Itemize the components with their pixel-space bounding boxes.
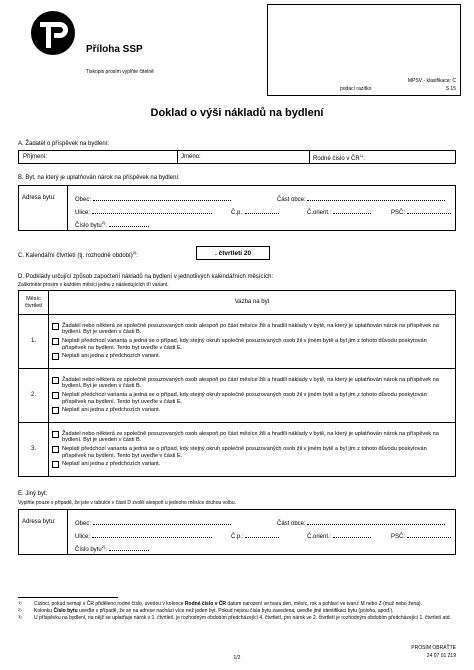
footnotes — [18, 601, 456, 621]
section-e-instruction: Vyplňte pouze v případě, že jste v tabulce v části D zvolili alespoň u jednoho měsíce druhou volbu. — [18, 500, 236, 506]
section-a-heading: A. Žadatel o příspěvek na bydlení: — [18, 141, 110, 147]
psc-label: PSČ: — [391, 210, 406, 216]
options-cell — [49, 369, 456, 423]
psc-field[interactable] — [391, 532, 451, 541]
address-label: Adresa bytu: — [22, 195, 56, 201]
footnote-bold: Číslo bytu — [53, 608, 78, 614]
option-label: Neplatí ani jedna z předchozích variant. — [62, 461, 161, 468]
option-row[interactable] — [52, 461, 452, 468]
name-label: Jméno: — [181, 154, 201, 160]
cp-label: Č.p.: — [231, 534, 244, 540]
month-column-header: Měsíc čtvrtletí — [19, 291, 49, 315]
ulice-field[interactable] — [75, 532, 212, 541]
option-checkbox[interactable] — [52, 407, 59, 414]
section-e-box — [18, 509, 456, 555]
obec-field[interactable] — [75, 519, 231, 528]
name-field[interactable] — [181, 154, 201, 161]
option-label: Neplatí předchozí varianta a jedná se o případ, kdy stejný okruh společně posuzovaných osob žil v jiném bytě a byl jim z tohoto důvodu poskytován příspěvek na bydlení. Tento byt uveďte v části E. — [62, 446, 427, 459]
psc-field[interactable] — [391, 208, 451, 217]
option-checkbox[interactable] — [52, 392, 59, 399]
colon: : — [105, 547, 107, 553]
corient-field[interactable] — [307, 208, 371, 217]
footnote-text: Kolonku — [34, 608, 54, 614]
option-checkbox[interactable] — [52, 353, 59, 360]
option-checkbox[interactable] — [52, 338, 59, 345]
table-row — [19, 315, 456, 369]
section-b-heading: B. Byt, na který je uplatňován nárok na příspěvek na bydlení: — [18, 175, 180, 181]
options-cell — [49, 423, 456, 477]
cislo-bytu-field[interactable] — [75, 221, 149, 230]
footnote-ref: 2) — [101, 544, 106, 549]
footnote-3 — [18, 615, 456, 621]
footnote-divider — [18, 597, 118, 598]
cast-obce-label: Část obce: — [277, 197, 306, 203]
cislo-bytu-label: Číslo bytu — [75, 547, 102, 553]
option-row[interactable] — [52, 338, 452, 351]
option-label: Neplatí ani jedna z předchozích variant. — [62, 407, 161, 414]
section-d-instruction: Zaškrtněte prosím v každém měsíci jednu z následujících tří variant. — [18, 282, 169, 288]
mpsv-logo — [30, 10, 76, 56]
cp-label: Č.p.: — [231, 210, 244, 216]
footnote-1 — [18, 601, 456, 607]
cast-obce-field[interactable] — [277, 195, 445, 204]
corient-label: Č.orient.: — [307, 534, 332, 540]
month-number: 1. — [19, 315, 49, 369]
option-checkbox[interactable] — [52, 377, 59, 384]
corient-label: Č.orient.: — [307, 210, 332, 216]
section-c-label: C. Kalendářní čtvrtletí (tj. rozhodné období) — [18, 253, 133, 259]
obec-label: Obec: — [75, 197, 92, 203]
cislo-bytu-field[interactable] — [75, 545, 149, 554]
footnote-number: 3) — [18, 614, 22, 619]
link-column-header: Vazba na byt — [49, 291, 456, 315]
option-label: Neplatí ani jedna z předchozích variant. — [62, 353, 161, 360]
footnote-text: datum narození ve tvaru den, měsíc, rok a pohlaví ve tvaru: M nebo Z (muž nebo žena). — [226, 601, 422, 607]
footnote-ref: 2) — [101, 220, 106, 225]
form-code: S 15 — [445, 86, 456, 92]
section-e-heading: E. Jiný byt: — [18, 491, 48, 497]
option-checkbox[interactable] — [52, 446, 59, 453]
fill-instruction: Tiskopis prosím vyplňte čitelně — [86, 69, 154, 75]
colon: : — [363, 156, 365, 162]
option-row[interactable] — [52, 323, 452, 336]
footnote-number: 2) — [18, 607, 22, 612]
option-label: Žadatel nebo některá ze společně posuzovaných osob alespoň po část měsíce žili a hradili náklady v bytě, na který je uplatňován nárok na příspěvek na bydlení. Byt je uveden v části B. — [62, 430, 439, 444]
month-table — [18, 290, 456, 477]
section-c-heading — [18, 251, 138, 260]
cast-obce-field[interactable] — [277, 519, 445, 528]
cast-obce-label: Část obce: — [277, 521, 306, 527]
cislo-bytu-label: Číslo bytu — [75, 223, 102, 229]
option-row[interactable] — [52, 431, 452, 444]
cp-field[interactable] — [231, 532, 279, 541]
colon: : — [136, 253, 138, 259]
month-number: 2. — [19, 369, 49, 423]
page-title: Doklad o výši nákladů na bydlení — [150, 107, 324, 119]
option-checkbox[interactable] — [52, 461, 59, 468]
section-b-box — [18, 185, 456, 231]
footnote-2 — [18, 608, 456, 614]
option-row[interactable] — [52, 407, 452, 414]
option-label: Žadatel nebo některá ze společně posuzovaných osob alespoň po část měsíce žili a hradili náklady v bytě, na který je uplatňován nárok na příspěvek na bydlení. Byt je uveden v části B. — [62, 376, 439, 390]
corient-field[interactable] — [307, 532, 371, 541]
option-label: Neplatí předchozí varianta a jedná se o případ, kdy stejný okruh společně posuzovaných osob žil v jiném bytě a byl jim z tohoto důvodu poskytován příspěvek na bydlení. Tento byt uveďte v části E. — [62, 392, 427, 405]
surname-label: Příjmení: — [23, 154, 48, 160]
stamp-label: podací razítko — [340, 86, 372, 92]
colon: : — [105, 223, 107, 229]
option-label: Žadatel nebo některá ze společně posuzovaných osob alespoň po část měsíce žili a hradili náklady v bytě, na který je uplatňován nárok na příspěvek na bydlení. Byt je uveden v části B. — [62, 322, 439, 336]
footnote-number: 1) — [18, 600, 22, 605]
priloha-title: Příloha SSP — [86, 44, 143, 55]
footnote-text: Cizinci, pokud nemají v ČR přiděleno rodné číslo, uvedou v kolonce — [34, 601, 185, 607]
footnote-ref: 3) — [132, 250, 137, 255]
ulice-label: Ulice: — [75, 210, 91, 216]
form-number: 24 07 01 219 — [426, 653, 456, 659]
footnote-text: U příspěvku na bydlení, na nějž se uplatňuje nárok v 1. čtvrtletí, je rozhodným obdobím předcházející 4. čtvrtletí, pro nárok ve 2. čtvrtletí je rozhodným obdobím předcházející 1. čtvrtletí atd. — [34, 615, 451, 621]
surname-field[interactable] — [23, 154, 47, 161]
mpsv-classification: MPSV - klasifikace: C — [407, 78, 456, 84]
obec-field[interactable] — [75, 195, 231, 204]
option-checkbox[interactable] — [52, 431, 59, 438]
option-row[interactable] — [52, 377, 452, 390]
footnote-bold: Rodné číslo v ČR — [184, 601, 227, 607]
section-d-heading: D. Podklady určující způsob započtení nákladů na bydlení v jednotlivých kalendářních měsících: — [18, 274, 274, 280]
month-number: 3. — [19, 423, 49, 477]
option-row[interactable] — [52, 446, 452, 459]
birth-number-field[interactable] — [313, 154, 365, 163]
birth-number-label: Rodné číslo v ČR — [313, 156, 360, 162]
ulice-label: Ulice: — [75, 534, 91, 540]
cp-field[interactable] — [231, 208, 279, 217]
options-cell — [49, 315, 456, 369]
page-number: 1/2 — [233, 655, 241, 661]
option-checkbox[interactable] — [52, 323, 59, 330]
option-label: Neplatí předchozí varianta a jedná se o případ, kdy stejný okruh společně posuzovaných osob žil v jiném bytě a byl jim z tohoto důvodu poskytován příspěvek na bydlení. Tento byt uveďte v části E. — [62, 338, 427, 351]
table-row — [19, 423, 456, 477]
ulice-field[interactable] — [75, 208, 212, 217]
please-turn: PROSÍM OBRAŤTE — [411, 645, 456, 651]
section-a-box — [18, 150, 456, 164]
address-label: Adresa bytu: — [22, 519, 56, 525]
footnote-ref: 1) — [359, 153, 364, 158]
option-row[interactable] — [52, 353, 452, 360]
psc-label: PSČ: — [391, 534, 406, 540]
obec-label: Obec: — [75, 521, 92, 527]
option-row[interactable] — [52, 392, 452, 405]
footnote-text: uveďte v případě, že se na adrese nachází více než jeden byt. Pokud nejsou čísla bytu zavedena, uveďte jiné identifikaci bytu (poloha, apod.). — [77, 608, 394, 614]
table-row — [19, 369, 456, 423]
quarter-field[interactable]: . čtvrtletí 20 — [196, 246, 270, 260]
